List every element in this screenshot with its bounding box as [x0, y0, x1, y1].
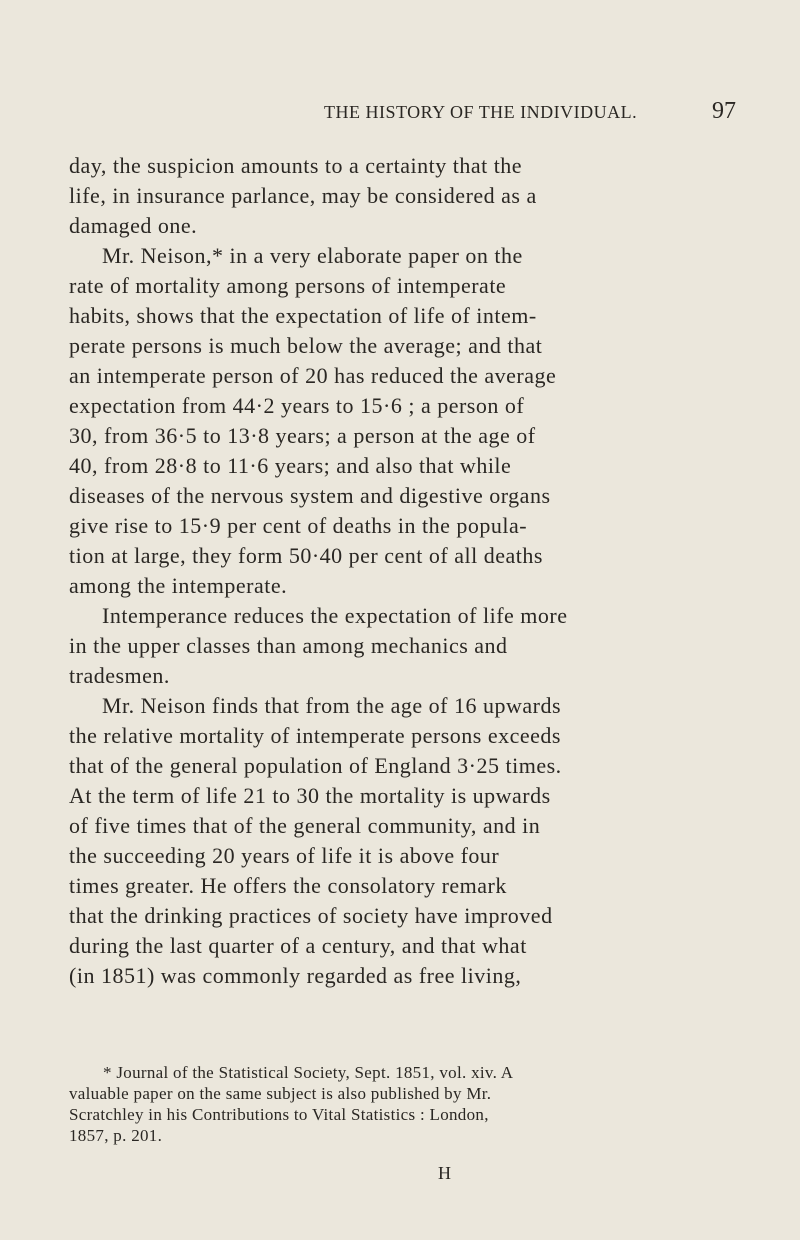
body-line: Mr. Neison,* in a very elaborate paper on the — [102, 243, 523, 268]
body-line: of five times that of the general community, and in — [69, 813, 541, 838]
body-line: that of the general population of England 3·25 times. — [69, 753, 562, 778]
body-line: day, the suspicion amounts to a certainty that the — [69, 153, 523, 178]
body-text — [69, 151, 737, 991]
body-line: tradesmen. — [69, 663, 170, 688]
body-line: damaged one. — [69, 213, 198, 238]
body-line: an intemperate person of 20 has reduced the average — [69, 363, 557, 388]
signature-mark: H — [438, 1163, 451, 1183]
footnote-line: Scratchley in his Contributions to Vital Statistics : London, — [69, 1105, 489, 1124]
body-line: (in 1851) was commonly regarded as free living, — [69, 963, 522, 988]
body-line: times greater. He offers the consolatory remark — [69, 873, 507, 898]
footnote-line: 1857, p. 201. — [69, 1126, 163, 1145]
body-line: the relative mortality of intemperate persons exceeds — [69, 723, 561, 748]
footnote — [69, 1062, 737, 1146]
footnote-line: * Journal of the Statistical Society, Sept. 1851, vol. xiv. A — [103, 1063, 514, 1082]
body-line: At the term of life 21 to 30 the mortality is upwards — [69, 783, 551, 808]
page-number: 97 — [712, 98, 736, 124]
body-line: life, in insurance parlance, may be considered as a — [69, 183, 537, 208]
footnote-line: valuable paper on the same subject is also published by Mr. — [69, 1084, 492, 1103]
body-line: that the drinking practices of society have improved — [69, 903, 553, 928]
body-line: 30, from 36·5 to 13·8 years; a person at the age of — [69, 423, 536, 448]
body-line: rate of mortality among persons of intemperate — [69, 273, 507, 298]
body-line: give rise to 15·9 per cent of deaths in the popula- — [69, 513, 528, 538]
body-line: diseases of the nervous system and digestive organs — [69, 483, 551, 508]
body-line: 40, from 28·8 to 11·6 years; and also that while — [69, 453, 512, 478]
body-line: among the intemperate. — [69, 573, 288, 598]
body-line: during the last quarter of a century, and that what — [69, 933, 527, 958]
body-line: perate persons is much below the average; and that — [69, 333, 543, 358]
body-line: the succeeding 20 years of life it is above four — [69, 843, 500, 868]
body-line: tion at large, they form 50·40 per cent of all deaths — [69, 543, 543, 568]
body-line: Mr. Neison finds that from the age of 16 upwards — [102, 693, 562, 718]
body-line: expectation from 44·2 years to 15·6 ; a person of — [69, 393, 525, 418]
page-header — [68, 98, 736, 142]
body-line: Intemperance reduces the expectation of life more — [102, 603, 568, 628]
body-line: in the upper classes than among mechanics and — [69, 633, 508, 658]
body-line: habits, shows that the expectation of life of intem- — [69, 303, 537, 328]
running-title: THE HISTORY OF THE INDIVIDUAL. — [324, 102, 638, 122]
